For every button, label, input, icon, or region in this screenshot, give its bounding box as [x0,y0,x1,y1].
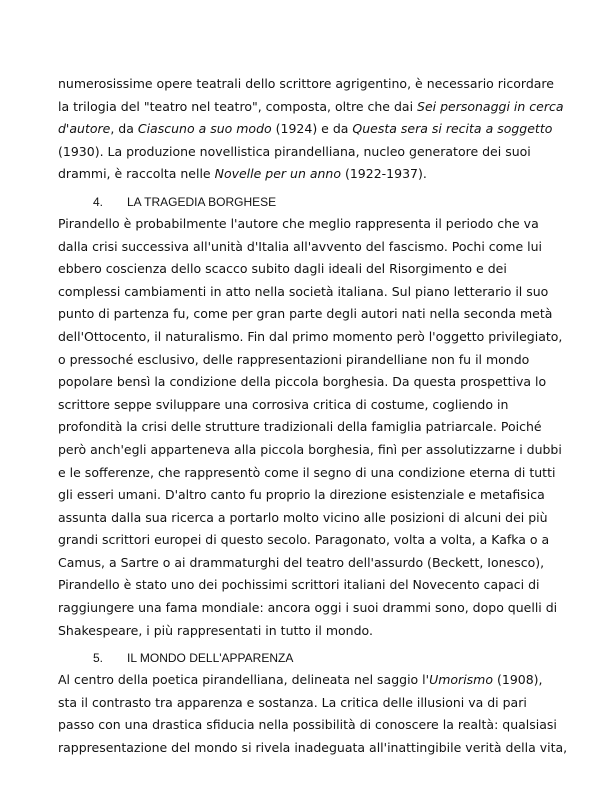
text-segment: (1922-1937). [341,166,427,182]
text-line: numerosissime opere teatrali dello scrittore agrigentino, è necessario ricordare [58,76,554,91]
text-line: o pressoché esclusivo, delle rappresentazioni pirandelliane non fu il mondo [58,351,530,367]
italic-title: Umorismo [429,672,494,688]
text-line: però anch'egli apparteneva alla piccola borghesia, finì per assolutizzarne i dubbi [58,441,562,457]
text-line: dell'Ottocento, il naturalismo. Fin dal primo momento però l'oggetto privilegiato, [58,328,563,344]
text-line [58,118,553,141]
text-segment: la trilogia del "teatro nel teatro", composta, oltre che dai [58,98,418,114]
text-line: (1930). La produzione novellistica pirandelliana, nucleo generatore dei suoi [58,143,531,159]
text-segment: drammi, è raccolta nelle [58,166,215,182]
section-heading-4 [58,191,550,213]
text-line: Camus, a Sartre o ai drammaturghi del teatro dell'assurdo (Beckett, Ionesco), [58,554,545,570]
text-line: ebbero coscienza dello scacco subito dagli ideali del Risorgimento e dei [58,261,507,277]
paragraph-tragedia-borghese [58,213,563,642]
section-heading-5 [58,647,550,669]
text-line: profondità la crisi delle strutture tradizionali della famiglia patriarcale. Poiché [58,419,542,435]
text-line [58,96,564,119]
text-line: raggiungere una fama mondiale: ancora oggi i suoi drammi sono, dopo quelli di [58,600,558,616]
text-segment: Al centro della poetica pirandelliana, delineata nel saggio l' [58,672,430,688]
text-line: rappresentazione del mondo si rivela inadeguata all'inattingibile verità della vita, [58,740,568,756]
text-line: dalla crisi successiva all'unità d'Italia all'avvento del fascismo. Pochi come lui [58,238,543,254]
text-line: complessi cambiamenti in atto nella società italiana. Sul piano letterario il suo [58,283,549,299]
text-line: popolare bensì la condizione della piccola borghesia. Da questa prospettiva lo [58,374,547,390]
text-line: scrittore seppe sviluppare una corrosiva critica di costume, cogliendo in [58,396,509,412]
section-number: 5. [93,651,104,666]
text-line: grandi scrittori europei di questo secolo. Paragonato, volta a volta, a Kafka o a [58,532,550,548]
text-segment: (1924) e da [271,121,353,137]
text-line: punto di partenza fu, come per gran parte degli autori nati nella seconda metà [58,306,553,322]
text-line: Pirandello è probabilmente l'autore che meglio rappresenta il periodo che va [58,215,539,231]
text-line [58,163,550,186]
text-line: e le sofferenze, che rappresentò come il segno di una condizione eterna di tutti [58,464,556,480]
text-line: Pirandello è stato uno dei pochissimi scrittori italiani del Novecento capaci di [58,577,540,593]
section-title: IL MONDO DELL'APPARENZA [127,651,294,666]
text-segment: (1908), [493,672,543,688]
text-line: passo con una drastica sfiducia nella possibilità di conoscere la realtà: qualsiasi [58,717,557,733]
text-segment: , da [110,121,138,137]
text-line: assunta dalla sua ricerca a portarlo molto vicino alle posizioni di alcuni dei più [58,509,548,525]
paragraph-mondo-apparenza [58,669,568,759]
italic-title: Sei personaggi in cerca [417,98,564,114]
document-body [58,73,568,760]
text-line: gli esseri umani. D'altro canto fu proprio la direzione esistenziale e metafisica [58,487,545,503]
text-line: sta il contrasto tra apparenza e sostanza. La critica delle illusioni va di pari [58,694,527,710]
text-line: Shakespeare, i più rappresentati in tutto il mondo. [58,622,373,638]
italic-title: d'autore [58,121,111,137]
text-line [58,669,550,692]
italic-title: Novelle per un anno [214,166,341,182]
section-title: LA TRAGEDIA BORGHESE [127,194,277,209]
section-number: 4. [93,194,104,209]
italic-title: Questa sera si recita a soggetto [352,121,553,137]
italic-title: Ciascuno a suo modo [137,121,272,137]
paragraph-trilogy [58,73,564,186]
